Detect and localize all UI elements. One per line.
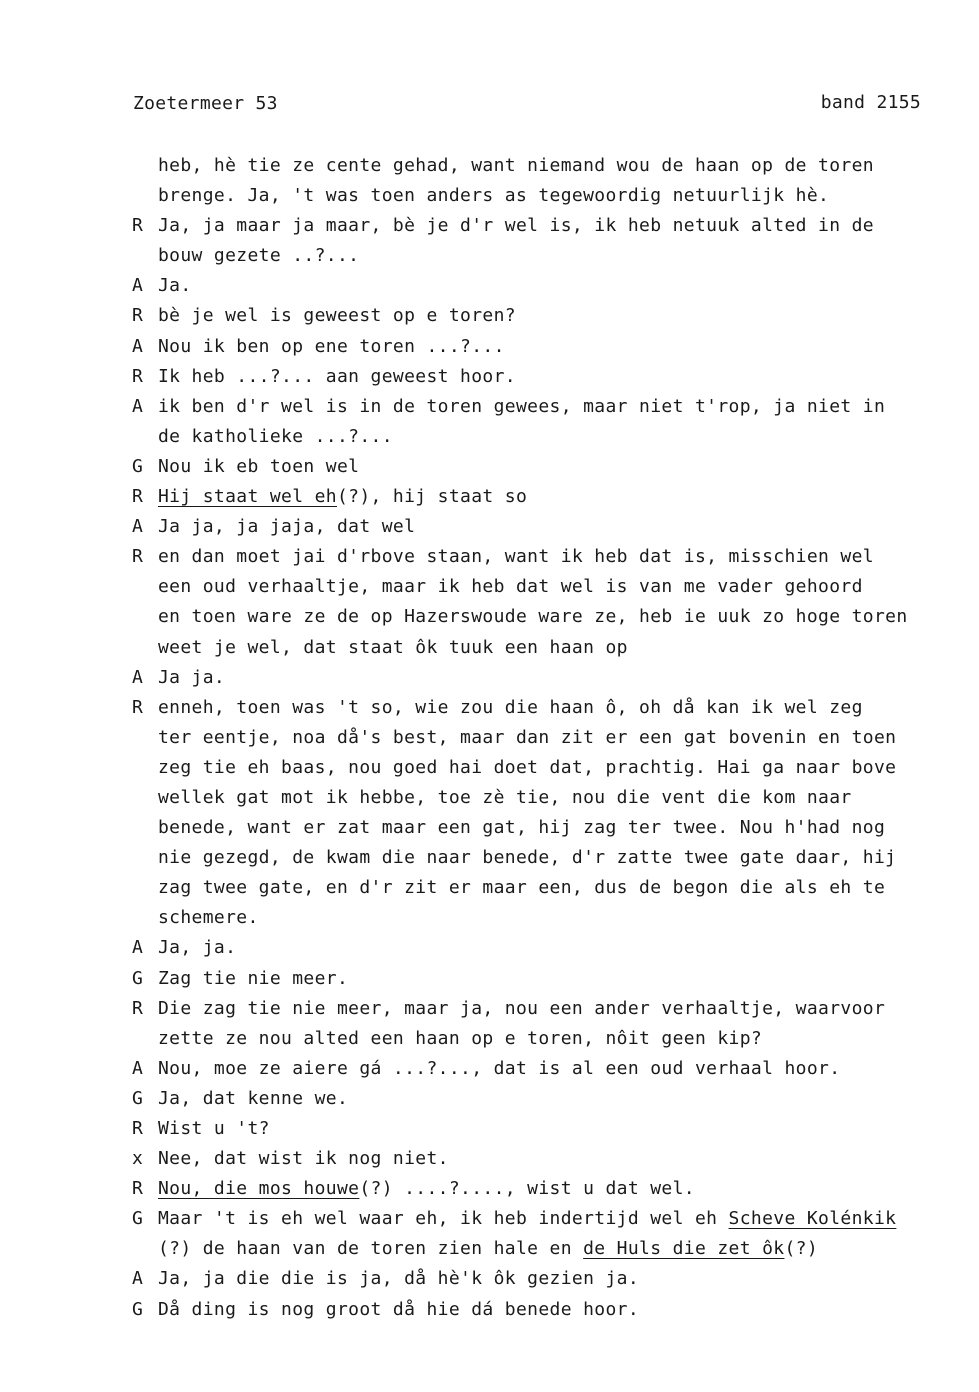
utterance-text <box>158 1264 639 1294</box>
utterance-text <box>158 422 393 452</box>
transcript-body <box>132 151 977 1325</box>
utterance-text <box>158 663 225 693</box>
speaker-label: A <box>132 516 144 538</box>
text-segment: zag twee gate, en d'r zit er maar een, dus de begon die als eh te <box>158 877 886 899</box>
transcript-line <box>132 1174 977 1204</box>
utterance-text <box>158 211 874 241</box>
transcript-line <box>132 392 977 422</box>
transcript-line <box>132 1295 977 1325</box>
location-header: Zoetermeer 53 <box>133 93 278 114</box>
transcript-line <box>132 301 977 331</box>
utterance-text <box>158 813 885 843</box>
utterance-text <box>158 753 896 783</box>
utterance-text <box>158 332 505 362</box>
utterance-text <box>158 1144 449 1174</box>
utterance-text <box>158 241 359 271</box>
text-segment: Ja, dat kenne we. <box>158 1087 349 1109</box>
utterance-text <box>158 452 359 482</box>
text-segment: wellek gat mot ik hebbe, toe zè tie, nou die vent die kom naar <box>158 786 852 808</box>
text-segment: (?) de haan van de toren zien hale en <box>158 1238 584 1260</box>
transcript-line <box>132 873 977 903</box>
speaker-label: A <box>132 395 144 417</box>
transcript-line <box>132 362 977 392</box>
text-segment: weet je wel, dat staat ôk tuuk een haan op <box>158 636 628 658</box>
transcript-line <box>132 1144 977 1174</box>
transcript-line <box>132 151 977 181</box>
speaker-label: A <box>132 275 144 297</box>
utterance-text <box>158 1054 840 1084</box>
speaker-label: R <box>132 365 144 387</box>
speaker-label: R <box>132 696 144 718</box>
transcript-line <box>132 933 977 963</box>
transcript-line <box>132 452 977 482</box>
underlined-phrase: Hij staat wel eh <box>158 486 337 508</box>
speaker-label: R <box>132 546 144 568</box>
text-segment: (?) <box>784 1238 819 1260</box>
transcript-line <box>132 572 977 602</box>
text-segment: heb, hè tie ze cente gehad, want niemand wou de haan op de toren <box>158 155 874 176</box>
text-segment: brenge. Ja, 't was toen anders as tegewoordig netuurlijk hè. <box>158 185 830 207</box>
speaker-label: R <box>132 997 144 1019</box>
transcript-line <box>132 241 977 271</box>
transcript-line <box>132 903 977 933</box>
transcript-line <box>132 1054 977 1084</box>
utterance-text <box>158 362 516 392</box>
utterance-text <box>158 271 192 301</box>
transcript-line <box>132 843 977 873</box>
transcript-line <box>132 482 977 512</box>
utterance-text <box>158 1084 348 1114</box>
utterance-text <box>158 1295 639 1325</box>
transcript-line <box>132 1024 977 1054</box>
text-segment: benede, want er zat maar een gat, hij zag ter twee. Nou h'had nog <box>158 817 886 839</box>
text-segment: Ja, ja die die is ja, då hè'k ôk gezien ja. <box>158 1268 640 1290</box>
text-segment: Wist u 't? <box>158 1118 270 1139</box>
text-segment: Ja, ja. <box>158 937 237 959</box>
utterance-text <box>158 1234 818 1264</box>
speaker-label: R <box>132 486 144 508</box>
text-segment: Nee, dat wist ik nog niet. <box>158 1148 449 1170</box>
utterance-text <box>158 181 829 211</box>
speaker-label: A <box>132 1057 144 1079</box>
transcript-line <box>132 1114 977 1144</box>
speaker-label: G <box>132 455 144 477</box>
text-segment: enneh, toen was 't so, wie zou die haan ô, oh då kan ik wel zeg <box>158 696 863 718</box>
utterance-text <box>158 633 628 663</box>
speaker-label: R <box>132 305 144 327</box>
speaker-label: A <box>132 937 144 959</box>
transcript-line <box>132 783 977 813</box>
text-segment: de katholieke ...?... <box>158 425 393 447</box>
speaker-label: R <box>132 1118 144 1139</box>
speaker-label: G <box>132 1087 144 1109</box>
utterance-text <box>158 964 348 994</box>
transcript-line <box>132 181 977 211</box>
transcript-line <box>132 1234 977 1264</box>
utterance-text <box>158 512 415 542</box>
text-segment: zette ze nou alted een haan op e toren, nôit geen kip? <box>158 1027 763 1049</box>
text-segment: (?) ....?...., wist u dat wel. <box>359 1178 695 1200</box>
text-segment: ter eentje, noa då's best, maar dan zit er een gat bovenin en toen <box>158 726 897 748</box>
transcript-line <box>132 602 977 632</box>
transcript-line <box>132 964 977 994</box>
transcript-line <box>132 1204 977 1234</box>
underlined-phrase: Scheve Kolénkik <box>728 1208 897 1230</box>
transcript-line <box>132 663 977 693</box>
utterance-text <box>158 903 259 933</box>
transcript-line <box>132 813 977 843</box>
text-segment: schemere. <box>158 907 259 929</box>
utterance-text <box>158 602 908 632</box>
underlined-phrase: de Huls die zet ôk <box>583 1238 785 1260</box>
utterance-text <box>158 693 863 723</box>
text-segment: en toen ware ze de op Hazerswoude ware ze, heb ie uuk zo hoge toren <box>158 606 908 628</box>
text-segment: Nou ik eb toen wel <box>158 455 360 477</box>
utterance-text <box>158 151 874 181</box>
utterance-text <box>158 843 896 873</box>
transcript-line <box>132 723 977 753</box>
text-segment: Då ding is nog groot då hie dá benede hoor. <box>158 1298 640 1320</box>
transcript-line <box>132 994 977 1024</box>
speaker-label: R <box>132 1178 144 1200</box>
text-segment: bouw gezete ..?... <box>158 245 360 267</box>
utterance-text <box>158 572 863 602</box>
text-segment: Ja ja, ja jaja, dat wel <box>158 516 416 538</box>
transcript-line <box>132 1084 977 1114</box>
text-segment: zeg tie eh baas, nou goed hai doet dat, prachtig. Hai ga naar bove <box>158 756 897 778</box>
speaker-label: G <box>132 1298 144 1320</box>
speaker-label: G <box>132 1208 144 1230</box>
text-segment: Ja. <box>158 275 192 297</box>
text-segment: Ja, ja maar ja maar, bè je d'r wel is, ik heb netuuk alted in de <box>158 215 874 237</box>
utterance-text <box>158 994 885 1024</box>
text-segment: Nou, moe ze aiere gá ...?..., dat is al een oud verhaal hoor. <box>158 1057 841 1079</box>
speaker-label: x <box>132 1148 144 1170</box>
utterance-text <box>158 542 874 572</box>
utterance-text <box>158 392 885 422</box>
utterance-text <box>158 1204 896 1234</box>
transcript-line <box>132 633 977 663</box>
text-segment: Die zag tie nie meer, maar ja, nou een ander verhaaltje, waarvoor <box>158 997 886 1019</box>
speaker-label: A <box>132 666 144 688</box>
utterance-text <box>158 301 516 331</box>
transcript-line <box>132 753 977 783</box>
utterance-text <box>158 1114 270 1144</box>
transcript-line <box>132 512 977 542</box>
text-segment: een oud verhaaltje, maar ik heb dat wel is van me vader gehoord <box>158 576 863 598</box>
speaker-label: R <box>132 215 144 237</box>
utterance-text <box>158 723 896 753</box>
speaker-label: A <box>132 335 144 357</box>
text-segment: Ja ja. <box>158 666 226 688</box>
utterance-text <box>158 1024 762 1054</box>
transcript-line <box>132 211 977 241</box>
tape-number-header: band 2155 <box>820 92 921 113</box>
utterance-text <box>158 482 527 512</box>
text-segment: (?), hij staat so <box>337 486 528 508</box>
utterance-text <box>158 933 236 963</box>
text-segment: nie gezegd, de kwam die naar benede, d'r zatte twee gate daar, hij <box>158 847 897 869</box>
underlined-phrase: Nou, die mos houwe <box>158 1178 360 1200</box>
transcript-line <box>132 1264 977 1294</box>
utterance-text <box>158 1174 695 1204</box>
transcript-line <box>132 693 977 723</box>
text-segment: Nou ik ben op ene toren ...?... <box>158 335 505 357</box>
transcript-line <box>132 332 977 362</box>
text-segment: ik ben d'r wel is in de toren gewees, maar niet t'rop, ja niet in <box>158 395 886 417</box>
speaker-label: A <box>132 1268 144 1290</box>
transcript-line <box>132 271 977 301</box>
speaker-label: G <box>132 967 144 989</box>
text-segment: bè je wel is geweest op e toren? <box>158 305 516 327</box>
utterance-text <box>158 873 885 903</box>
text-segment: Zag tie nie meer. <box>158 967 349 989</box>
utterance-text <box>158 783 852 813</box>
transcript-line <box>132 422 977 452</box>
transcript-line <box>132 542 977 572</box>
text-segment: Ik heb ...?... aan geweest hoor. <box>158 365 516 387</box>
text-segment: Maar 't is eh wel waar eh, ik heb indertijd wel eh <box>158 1208 729 1230</box>
text-segment: en dan moet jai d'rbove staan, want ik heb dat is, misschien wel <box>158 546 874 568</box>
